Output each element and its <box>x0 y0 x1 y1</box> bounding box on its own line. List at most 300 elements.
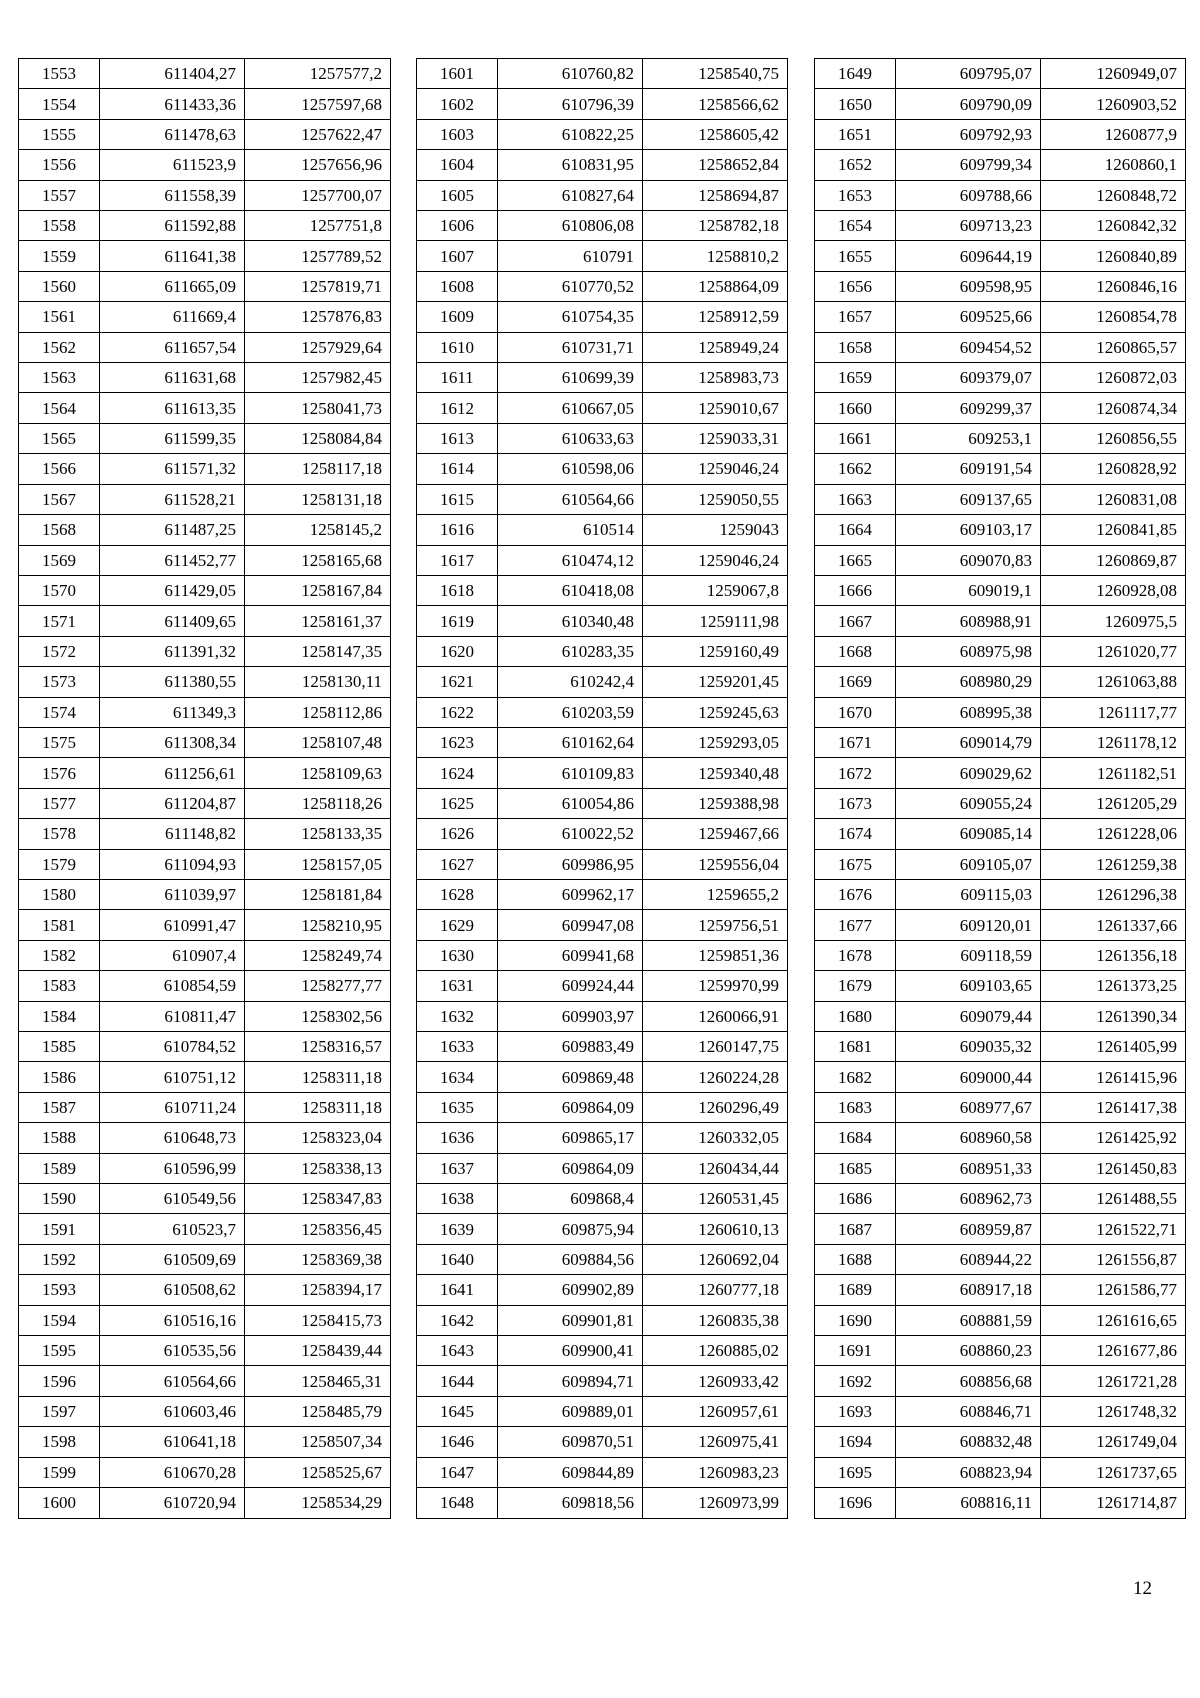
point-number-cell: 1587 <box>19 1092 100 1122</box>
y-coordinate-cell: 1261205,29 <box>1041 788 1186 818</box>
table-row <box>417 1275 788 1305</box>
x-coordinate-cell: 611404,27 <box>100 59 245 89</box>
x-coordinate-cell: 611256,61 <box>100 758 245 788</box>
y-coordinate-cell: 1261337,66 <box>1041 910 1186 940</box>
point-number-cell: 1662 <box>815 454 896 484</box>
x-coordinate-cell: 611631,68 <box>100 363 245 393</box>
y-coordinate-cell: 1258165,68 <box>245 545 391 575</box>
point-number-cell: 1667 <box>815 606 896 636</box>
x-coordinate-cell: 610720,94 <box>100 1488 245 1518</box>
table-row <box>417 1457 788 1487</box>
table-row <box>417 910 788 940</box>
point-number-cell: 1607 <box>417 241 498 271</box>
table-row <box>815 1062 1186 1092</box>
point-number-cell: 1689 <box>815 1275 896 1305</box>
y-coordinate-cell: 1257656,96 <box>245 150 391 180</box>
table-row <box>815 1244 1186 1274</box>
point-number-cell: 1694 <box>815 1427 896 1457</box>
y-coordinate-cell: 1261117,77 <box>1041 697 1186 727</box>
point-number-cell: 1654 <box>815 211 896 241</box>
table-row <box>19 59 391 89</box>
y-coordinate-cell: 1260332,05 <box>643 1123 788 1153</box>
table-row <box>815 454 1186 484</box>
y-coordinate-cell: 1260949,07 <box>1041 59 1186 89</box>
x-coordinate-cell: 610796,39 <box>498 89 643 119</box>
point-number-cell: 1684 <box>815 1123 896 1153</box>
table-row <box>19 271 391 301</box>
x-coordinate-cell: 611592,88 <box>100 211 245 241</box>
y-coordinate-cell: 1257929,64 <box>245 332 391 362</box>
y-coordinate-cell: 1261063,88 <box>1041 667 1186 697</box>
y-coordinate-cell: 1261586,77 <box>1041 1275 1186 1305</box>
x-coordinate-cell: 608951,33 <box>896 1153 1041 1183</box>
point-number-cell: 1582 <box>19 940 100 970</box>
point-number-cell: 1657 <box>815 302 896 332</box>
x-coordinate-cell: 610699,39 <box>498 363 643 393</box>
point-number-cell: 1567 <box>19 484 100 514</box>
x-coordinate-cell: 609864,09 <box>498 1153 643 1183</box>
table-row <box>417 636 788 666</box>
point-number-cell: 1647 <box>417 1457 498 1487</box>
point-number-cell: 1678 <box>815 940 896 970</box>
table-row <box>19 1062 391 1092</box>
table-row <box>815 1488 1186 1518</box>
table-row <box>815 758 1186 788</box>
point-number-cell: 1590 <box>19 1184 100 1214</box>
table-row <box>417 454 788 484</box>
point-number-cell: 1600 <box>19 1488 100 1518</box>
x-coordinate-cell: 610596,99 <box>100 1153 245 1183</box>
x-coordinate-cell: 610162,64 <box>498 727 643 757</box>
table-row <box>815 788 1186 818</box>
point-number-cell: 1641 <box>417 1275 498 1305</box>
table-row <box>417 1336 788 1366</box>
table-row <box>19 150 391 180</box>
table-row <box>19 1032 391 1062</box>
table-row <box>417 1184 788 1214</box>
table-row <box>815 575 1186 605</box>
x-coordinate-cell: 609120,01 <box>896 910 1041 940</box>
point-number-cell: 1595 <box>19 1336 100 1366</box>
y-coordinate-cell: 1259043 <box>643 515 788 545</box>
point-number-cell: 1686 <box>815 1184 896 1214</box>
table-row <box>417 302 788 332</box>
point-number-cell: 1664 <box>815 515 896 545</box>
y-coordinate-cell: 1259467,66 <box>643 819 788 849</box>
table-row <box>19 1244 391 1274</box>
y-coordinate-cell: 1259388,98 <box>643 788 788 818</box>
point-number-cell: 1592 <box>19 1244 100 1274</box>
table-row <box>417 667 788 697</box>
x-coordinate-cell: 610203,59 <box>498 697 643 727</box>
point-number-cell: 1671 <box>815 727 896 757</box>
table-row <box>19 940 391 970</box>
table-row <box>417 1032 788 1062</box>
point-number-cell: 1560 <box>19 271 100 301</box>
y-coordinate-cell: 1258694,87 <box>643 180 788 210</box>
table-row <box>417 575 788 605</box>
x-coordinate-cell: 611528,21 <box>100 484 245 514</box>
y-coordinate-cell: 1260828,92 <box>1041 454 1186 484</box>
x-coordinate-cell: 609029,62 <box>896 758 1041 788</box>
table-row <box>417 484 788 514</box>
y-coordinate-cell: 1258415,73 <box>245 1305 391 1335</box>
table-row <box>417 758 788 788</box>
x-coordinate-cell: 609903,97 <box>498 1001 643 1031</box>
point-number-cell: 1569 <box>19 545 100 575</box>
y-coordinate-cell: 1261415,96 <box>1041 1062 1186 1092</box>
table-row <box>417 879 788 909</box>
coordinate-table-2 <box>416 58 788 1519</box>
x-coordinate-cell: 611409,65 <box>100 606 245 636</box>
y-coordinate-cell: 1258439,44 <box>245 1336 391 1366</box>
y-coordinate-cell: 1258181,84 <box>245 879 391 909</box>
x-coordinate-cell: 609864,09 <box>498 1092 643 1122</box>
point-number-cell: 1605 <box>417 180 498 210</box>
x-coordinate-cell: 611094,93 <box>100 849 245 879</box>
x-coordinate-cell: 609103,17 <box>896 515 1041 545</box>
x-coordinate-cell: 610854,59 <box>100 971 245 1001</box>
point-number-cell: 1676 <box>815 879 896 909</box>
y-coordinate-cell: 1261425,92 <box>1041 1123 1186 1153</box>
point-number-cell: 1635 <box>417 1092 498 1122</box>
y-coordinate-cell: 1260848,72 <box>1041 180 1186 210</box>
y-coordinate-cell: 1260434,44 <box>643 1153 788 1183</box>
point-number-cell: 1610 <box>417 332 498 362</box>
point-number-cell: 1561 <box>19 302 100 332</box>
y-coordinate-cell: 1258109,63 <box>245 758 391 788</box>
point-number-cell: 1599 <box>19 1457 100 1487</box>
y-coordinate-cell: 1257789,52 <box>245 241 391 271</box>
y-coordinate-cell: 1259340,48 <box>643 758 788 788</box>
table-row <box>815 1123 1186 1153</box>
table-row <box>19 1001 391 1031</box>
table-row <box>19 879 391 909</box>
y-coordinate-cell: 1260885,02 <box>643 1336 788 1366</box>
y-coordinate-cell: 1258147,35 <box>245 636 391 666</box>
point-number-cell: 1677 <box>815 910 896 940</box>
x-coordinate-cell: 610598,06 <box>498 454 643 484</box>
table-row <box>815 1001 1186 1031</box>
x-coordinate-cell: 608944,22 <box>896 1244 1041 1274</box>
y-coordinate-cell: 1260856,55 <box>1041 423 1186 453</box>
y-coordinate-cell: 1261259,38 <box>1041 849 1186 879</box>
table-row <box>19 606 391 636</box>
table-row <box>19 454 391 484</box>
y-coordinate-cell: 1260066,91 <box>643 1001 788 1031</box>
point-number-cell: 1679 <box>815 971 896 1001</box>
table-row <box>815 1032 1186 1062</box>
x-coordinate-cell: 610827,64 <box>498 180 643 210</box>
x-coordinate-cell: 609379,07 <box>896 363 1041 393</box>
y-coordinate-cell: 1260874,34 <box>1041 393 1186 423</box>
point-number-cell: 1656 <box>815 271 896 301</box>
table-row <box>19 575 391 605</box>
table-row <box>417 1396 788 1426</box>
table-row <box>417 606 788 636</box>
table-row <box>417 423 788 453</box>
x-coordinate-cell: 609902,89 <box>498 1275 643 1305</box>
x-coordinate-cell: 610648,73 <box>100 1123 245 1153</box>
y-coordinate-cell: 1258167,84 <box>245 575 391 605</box>
y-coordinate-cell: 1257577,2 <box>245 59 391 89</box>
x-coordinate-cell: 610054,86 <box>498 788 643 818</box>
y-coordinate-cell: 1258107,48 <box>245 727 391 757</box>
x-coordinate-cell: 609085,14 <box>896 819 1041 849</box>
table-row <box>815 332 1186 362</box>
table-row <box>417 89 788 119</box>
x-coordinate-cell: 608816,11 <box>896 1488 1041 1518</box>
point-number-cell: 1649 <box>815 59 896 89</box>
x-coordinate-cell: 610784,52 <box>100 1032 245 1062</box>
y-coordinate-cell: 1259046,24 <box>643 545 788 575</box>
point-number-cell: 1615 <box>417 484 498 514</box>
table-row <box>19 393 391 423</box>
x-coordinate-cell: 608975,98 <box>896 636 1041 666</box>
x-coordinate-cell: 609014,79 <box>896 727 1041 757</box>
point-number-cell: 1687 <box>815 1214 896 1244</box>
x-coordinate-cell: 609844,89 <box>498 1457 643 1487</box>
table-row <box>417 59 788 89</box>
y-coordinate-cell: 1257700,07 <box>245 180 391 210</box>
table-row <box>815 910 1186 940</box>
x-coordinate-cell: 608980,29 <box>896 667 1041 697</box>
x-coordinate-cell: 609790,09 <box>896 89 1041 119</box>
point-number-cell: 1611 <box>417 363 498 393</box>
x-coordinate-cell: 609103,65 <box>896 971 1041 1001</box>
point-number-cell: 1609 <box>417 302 498 332</box>
table-row <box>19 363 391 393</box>
y-coordinate-cell: 1260975,41 <box>643 1427 788 1457</box>
point-number-cell: 1572 <box>19 636 100 666</box>
y-coordinate-cell: 1260841,85 <box>1041 515 1186 545</box>
y-coordinate-cell: 1258566,62 <box>643 89 788 119</box>
x-coordinate-cell: 610806,08 <box>498 211 643 241</box>
x-coordinate-cell: 610991,47 <box>100 910 245 940</box>
x-coordinate-cell: 609105,07 <box>896 849 1041 879</box>
table-row <box>815 302 1186 332</box>
y-coordinate-cell: 1260872,03 <box>1041 363 1186 393</box>
point-number-cell: 1693 <box>815 1396 896 1426</box>
point-number-cell: 1588 <box>19 1123 100 1153</box>
point-number-cell: 1598 <box>19 1427 100 1457</box>
table-row <box>19 819 391 849</box>
x-coordinate-cell: 610633,63 <box>498 423 643 453</box>
x-coordinate-cell: 610670,28 <box>100 1457 245 1487</box>
y-coordinate-cell: 1261178,12 <box>1041 727 1186 757</box>
x-coordinate-cell: 611613,35 <box>100 393 245 423</box>
y-coordinate-cell: 1261405,99 <box>1041 1032 1186 1062</box>
table-row <box>815 1336 1186 1366</box>
y-coordinate-cell: 1260860,1 <box>1041 150 1186 180</box>
point-number-cell: 1603 <box>417 119 498 149</box>
point-number-cell: 1556 <box>19 150 100 180</box>
x-coordinate-cell: 610564,66 <box>498 484 643 514</box>
y-coordinate-cell: 1258810,2 <box>643 241 788 271</box>
x-coordinate-cell: 609869,48 <box>498 1062 643 1092</box>
y-coordinate-cell: 1260865,57 <box>1041 332 1186 362</box>
table-row <box>417 545 788 575</box>
table-row <box>417 1001 788 1031</box>
x-coordinate-cell: 609019,1 <box>896 575 1041 605</box>
x-coordinate-cell: 610907,4 <box>100 940 245 970</box>
point-number-cell: 1591 <box>19 1214 100 1244</box>
point-number-cell: 1578 <box>19 819 100 849</box>
point-number-cell: 1638 <box>417 1184 498 1214</box>
x-coordinate-cell: 609118,59 <box>896 940 1041 970</box>
y-coordinate-cell: 1259067,8 <box>643 575 788 605</box>
x-coordinate-cell: 610667,05 <box>498 393 643 423</box>
y-coordinate-cell: 1258605,42 <box>643 119 788 149</box>
x-coordinate-cell: 608860,23 <box>896 1336 1041 1366</box>
x-coordinate-cell: 611429,05 <box>100 575 245 605</box>
point-number-cell: 1553 <box>19 59 100 89</box>
point-number-cell: 1634 <box>417 1062 498 1092</box>
point-number-cell: 1629 <box>417 910 498 940</box>
y-coordinate-cell: 1260957,61 <box>643 1396 788 1426</box>
table-row <box>417 727 788 757</box>
y-coordinate-cell: 1259556,04 <box>643 849 788 879</box>
x-coordinate-cell: 611665,09 <box>100 271 245 301</box>
y-coordinate-cell: 1261721,28 <box>1041 1366 1186 1396</box>
y-coordinate-cell: 1258117,18 <box>245 454 391 484</box>
point-number-cell: 1630 <box>417 940 498 970</box>
x-coordinate-cell: 609115,03 <box>896 879 1041 909</box>
x-coordinate-cell: 609792,93 <box>896 119 1041 149</box>
table-row <box>19 211 391 241</box>
y-coordinate-cell: 1258369,38 <box>245 1244 391 1274</box>
table-row <box>417 1366 788 1396</box>
x-coordinate-cell: 610760,82 <box>498 59 643 89</box>
point-number-cell: 1574 <box>19 697 100 727</box>
y-coordinate-cell: 1261390,34 <box>1041 1001 1186 1031</box>
x-coordinate-cell: 611478,63 <box>100 119 245 149</box>
x-coordinate-cell: 610474,12 <box>498 545 643 575</box>
table-row <box>417 515 788 545</box>
y-coordinate-cell: 1260877,9 <box>1041 119 1186 149</box>
x-coordinate-cell: 609788,66 <box>896 180 1041 210</box>
table-row <box>19 971 391 1001</box>
table-row <box>815 940 1186 970</box>
point-number-cell: 1622 <box>417 697 498 727</box>
y-coordinate-cell: 1261737,65 <box>1041 1457 1186 1487</box>
y-coordinate-cell: 1261556,87 <box>1041 1244 1186 1274</box>
x-coordinate-cell: 610641,18 <box>100 1427 245 1457</box>
coordinate-table-3 <box>814 58 1186 1519</box>
x-coordinate-cell: 610549,56 <box>100 1184 245 1214</box>
point-number-cell: 1596 <box>19 1366 100 1396</box>
point-number-cell: 1668 <box>815 636 896 666</box>
table-row <box>815 1305 1186 1335</box>
x-coordinate-cell: 608988,91 <box>896 606 1041 636</box>
y-coordinate-cell: 1261296,38 <box>1041 879 1186 909</box>
point-number-cell: 1680 <box>815 1001 896 1031</box>
y-coordinate-cell: 1258485,79 <box>245 1396 391 1426</box>
y-coordinate-cell: 1261450,83 <box>1041 1153 1186 1183</box>
point-number-cell: 1576 <box>19 758 100 788</box>
point-number-cell: 1581 <box>19 910 100 940</box>
point-number-cell: 1669 <box>815 667 896 697</box>
y-coordinate-cell: 1259756,51 <box>643 910 788 940</box>
point-number-cell: 1563 <box>19 363 100 393</box>
x-coordinate-cell: 610509,69 <box>100 1244 245 1274</box>
point-number-cell: 1606 <box>417 211 498 241</box>
table-row <box>417 1123 788 1153</box>
table-row <box>815 59 1186 89</box>
point-number-cell: 1571 <box>19 606 100 636</box>
point-number-cell: 1663 <box>815 484 896 514</box>
point-number-cell: 1558 <box>19 211 100 241</box>
x-coordinate-cell: 610731,71 <box>498 332 643 362</box>
table-row <box>19 1092 391 1122</box>
x-coordinate-cell: 609875,94 <box>498 1214 643 1244</box>
table-row <box>19 119 391 149</box>
point-number-cell: 1593 <box>19 1275 100 1305</box>
x-coordinate-cell: 608823,94 <box>896 1457 1041 1487</box>
table-row <box>19 241 391 271</box>
y-coordinate-cell: 1258311,18 <box>245 1062 391 1092</box>
table-row <box>417 332 788 362</box>
y-coordinate-cell: 1260692,04 <box>643 1244 788 1274</box>
x-coordinate-cell: 609070,83 <box>896 545 1041 575</box>
table-row <box>815 484 1186 514</box>
y-coordinate-cell: 1260831,08 <box>1041 484 1186 514</box>
x-coordinate-cell: 609299,37 <box>896 393 1041 423</box>
point-number-cell: 1580 <box>19 879 100 909</box>
point-number-cell: 1602 <box>417 89 498 119</box>
y-coordinate-cell: 1260846,16 <box>1041 271 1186 301</box>
x-coordinate-cell: 608846,71 <box>896 1396 1041 1426</box>
point-number-cell: 1692 <box>815 1366 896 1396</box>
x-coordinate-cell: 608917,18 <box>896 1275 1041 1305</box>
x-coordinate-cell: 610754,35 <box>498 302 643 332</box>
x-coordinate-cell: 610242,4 <box>498 667 643 697</box>
y-coordinate-cell: 1258652,84 <box>643 150 788 180</box>
table-row <box>19 849 391 879</box>
x-coordinate-cell: 610516,16 <box>100 1305 245 1335</box>
point-number-cell: 1597 <box>19 1396 100 1426</box>
point-number-cell: 1691 <box>815 1336 896 1366</box>
x-coordinate-cell: 611433,36 <box>100 89 245 119</box>
point-number-cell: 1632 <box>417 1001 498 1031</box>
point-number-cell: 1685 <box>815 1153 896 1183</box>
y-coordinate-cell: 1260296,49 <box>643 1092 788 1122</box>
x-coordinate-cell: 609598,95 <box>896 271 1041 301</box>
point-number-cell: 1627 <box>417 849 498 879</box>
table-row <box>19 1184 391 1214</box>
x-coordinate-cell: 610418,08 <box>498 575 643 605</box>
x-coordinate-cell: 608960,58 <box>896 1123 1041 1153</box>
y-coordinate-cell: 1258210,95 <box>245 910 391 940</box>
y-coordinate-cell: 1260842,32 <box>1041 211 1186 241</box>
x-coordinate-cell: 609137,65 <box>896 484 1041 514</box>
x-coordinate-cell: 610564,66 <box>100 1366 245 1396</box>
table-row <box>19 1366 391 1396</box>
table-row <box>19 302 391 332</box>
x-coordinate-cell: 610523,7 <box>100 1214 245 1244</box>
y-coordinate-cell: 1259010,67 <box>643 393 788 423</box>
x-coordinate-cell: 610831,95 <box>498 150 643 180</box>
point-number-cell: 1674 <box>815 819 896 849</box>
point-number-cell: 1688 <box>815 1244 896 1274</box>
table-row <box>815 119 1186 149</box>
x-coordinate-cell: 609986,95 <box>498 849 643 879</box>
point-number-cell: 1566 <box>19 454 100 484</box>
y-coordinate-cell: 1258540,75 <box>643 59 788 89</box>
point-number-cell: 1613 <box>417 423 498 453</box>
point-number-cell: 1565 <box>19 423 100 453</box>
point-number-cell: 1659 <box>815 363 896 393</box>
